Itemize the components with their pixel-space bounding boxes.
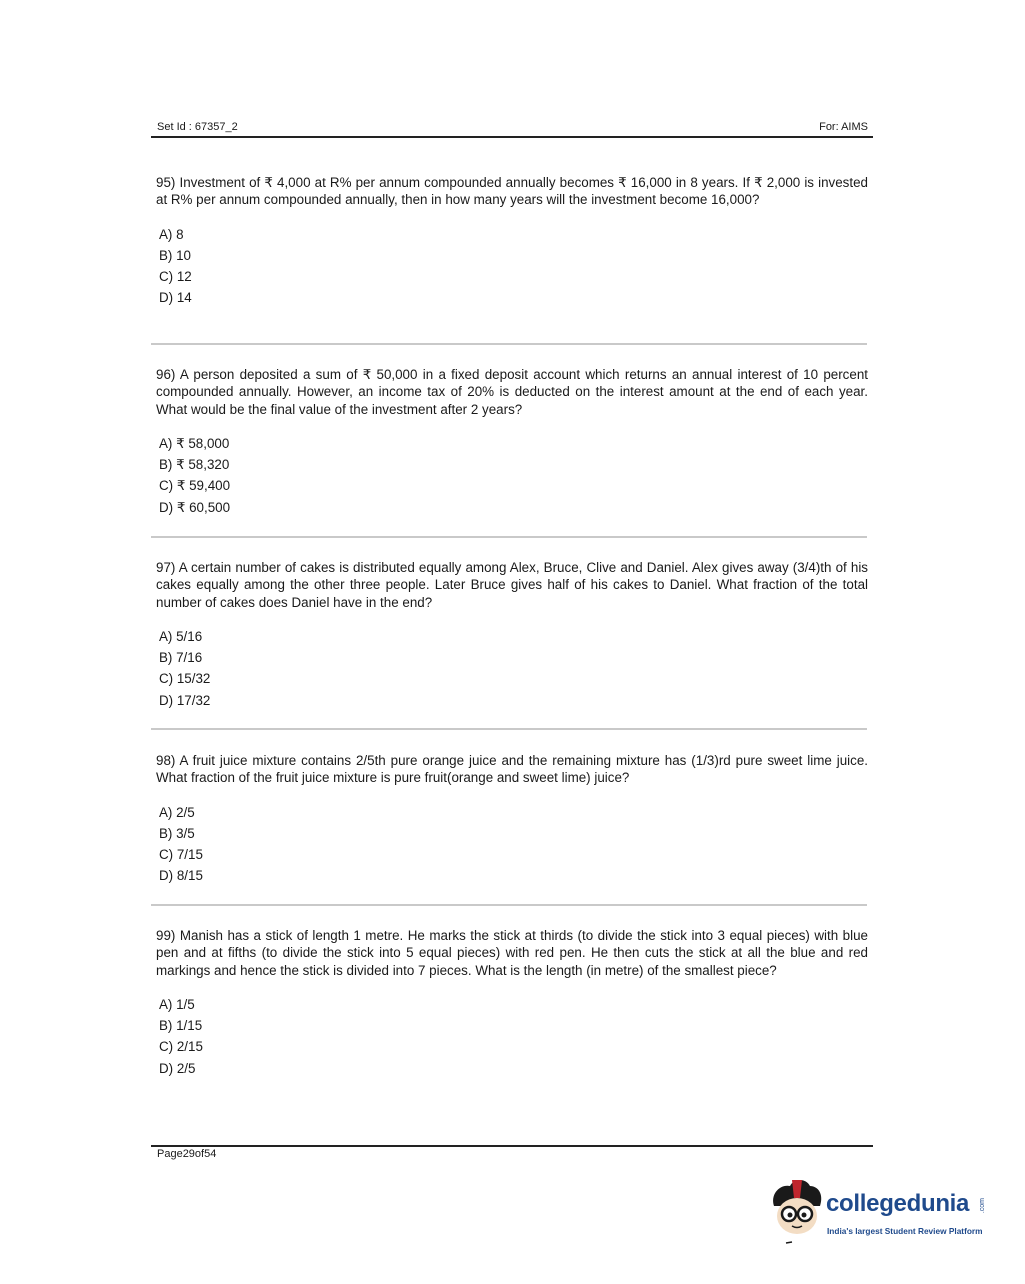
question-text: 96) A person deposited a sum of ₹ 50,000 in a fixed deposit account which returns an annual interest of 10 percent compounded annually. However, an income tax of 20% is deducted on the interest amount at the end of each year. What would be the final value of the investment after 2 years? [156, 367, 868, 417]
page-header [151, 121, 873, 138]
option-list [156, 224, 868, 309]
option-a: A) 2/5 [159, 804, 195, 820]
separator [151, 904, 867, 906]
page-number: Page29of54 [157, 1148, 217, 1160]
option-c: C) 15/32 [159, 671, 211, 687]
option-list [156, 433, 868, 518]
question-text: 95) Investment of ₹ 4,000 at R% per annum compounded annually becomes ₹ 16,000 in 8 years. If ₹ 2,000 is invested at R% per annum compounded annually, then in how many years will the investment become 16,000? [156, 175, 868, 208]
option-c: C) ₹ 59,400 [159, 478, 231, 494]
option-b: B) 1/15 [159, 1018, 203, 1034]
question-text: 97) A certain number of cakes is distributed equally among Alex, Bruce, Clive and Daniel. Alex gives away (3/4)th of his cakes equally among the other three people. Later Bruce gives half of his cakes to Daniel. What fraction of the total number of cakes does Daniel have in the end? [156, 560, 868, 610]
option-c: C) 12 [159, 269, 192, 285]
question-text: 99) Manish has a stick of length 1 metre. He marks the stick at thirds (to divide the stick into 3 equal pieces) with blue pen and at fifths (to divide the stick into 5 equal pieces) with red pen. He then cuts the stick at all the blue and red markings and hence the stick is divided into 7 pieces. What is the length (in metre) of the smallest piece? [156, 928, 868, 978]
option-d: D) 14 [159, 290, 192, 306]
option-d: D) ₹ 60,500 [159, 499, 231, 515]
question-98 [156, 752, 868, 887]
option-d: D) 2/5 [159, 1060, 196, 1076]
question-99 [156, 927, 868, 1079]
option-a: A) ₹ 58,000 [159, 435, 230, 451]
question-text: 98) A fruit juice mixture contains 2/5th pure orange juice and the remaining mixture has (1/3)rd pure sweet lime juice. What fraction of the fruit juice mixture is pure fruit(orange and sweet lime) juice? [156, 753, 868, 786]
brand-logo [768, 1176, 993, 1246]
question-97 [156, 559, 868, 711]
separator [151, 728, 867, 730]
option-list [156, 994, 868, 1079]
footer-rule [151, 1145, 873, 1147]
option-a: A) 1/5 [159, 996, 195, 1012]
option-d: D) 17/32 [159, 692, 211, 708]
option-a: A) 8 [159, 226, 184, 242]
option-b: B) ₹ 58,320 [159, 457, 230, 473]
option-d: D) 8/15 [159, 868, 203, 884]
option-c: C) 2/15 [159, 1039, 203, 1055]
option-list [156, 626, 868, 711]
option-b: B) 10 [159, 247, 192, 263]
brand-name: collegedunia [826, 1190, 970, 1217]
set-id: Set Id : 67357_2 [157, 121, 238, 133]
exam-label: For: AIMS [819, 121, 868, 133]
option-c: C) 7/15 [159, 847, 203, 863]
brand-tagline: India's largest Student Review Platform [827, 1226, 983, 1236]
separator [151, 343, 867, 345]
question-96 [156, 366, 868, 518]
option-a: A) 5/16 [159, 628, 203, 644]
question-95 [156, 174, 868, 309]
option-list [156, 802, 868, 887]
mascot-icon [768, 1176, 826, 1246]
option-b: B) 3/5 [159, 825, 195, 841]
brand-domain: .com [979, 1198, 986, 1214]
option-b: B) 7/16 [159, 650, 203, 666]
separator [151, 536, 867, 538]
